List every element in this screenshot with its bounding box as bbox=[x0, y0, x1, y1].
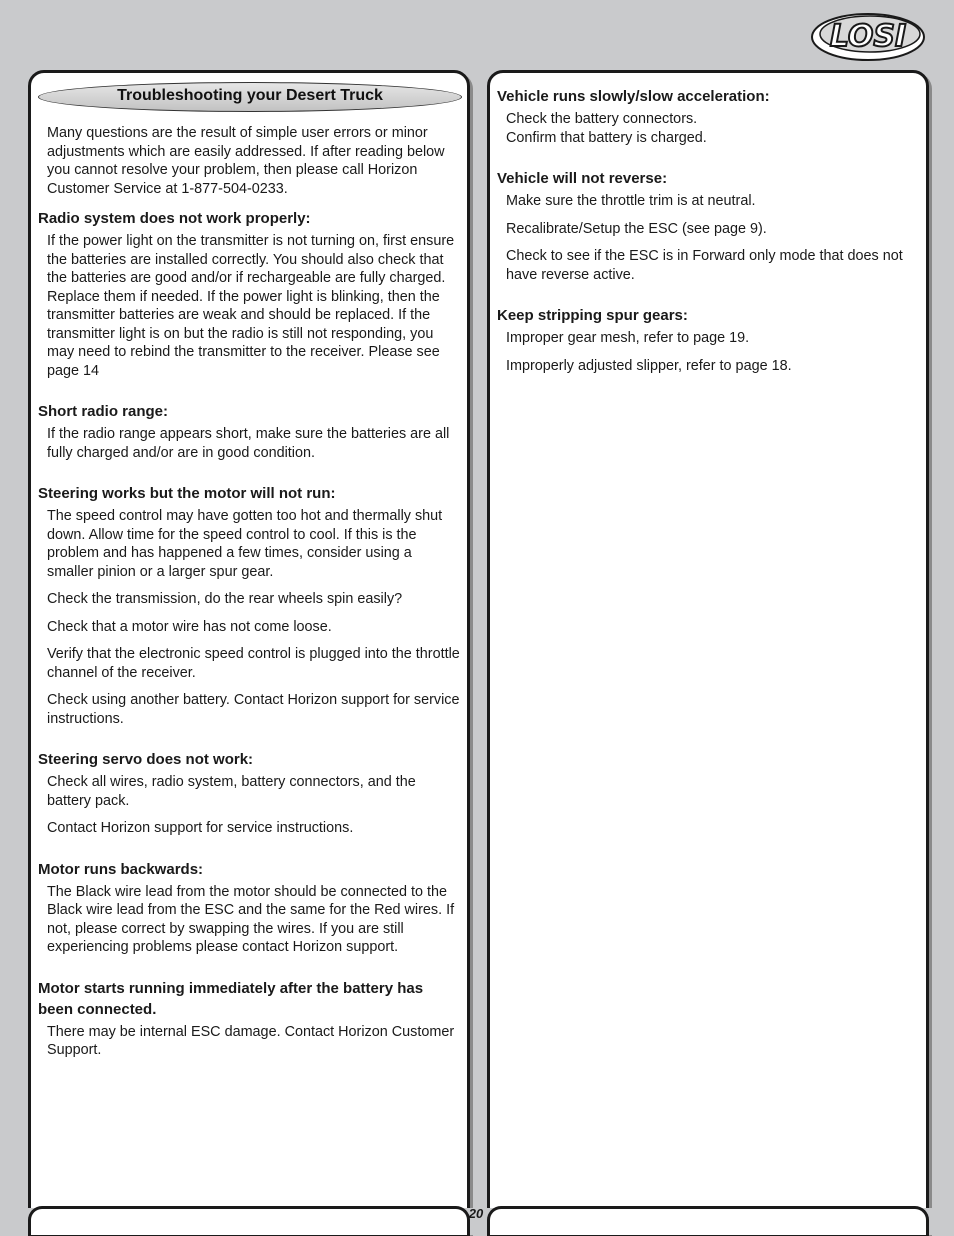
svg-text:LOSI: LOSI bbox=[829, 19, 907, 54]
section-paragraph: Confirm that battery is charged. bbox=[506, 129, 707, 146]
section-heading: Steering works but the motor will not run: bbox=[38, 485, 336, 502]
intro-text: Many questions are the result of simple user errors or minor adjustments which are easily addressed. If after reading below you cannot resolve your problem, then please call Horizon Customer Service at 1-877-504-0233. bbox=[47, 125, 445, 197]
section-paragraph: Check to see if the ESC is in Forward only mode that does not have reverse active. bbox=[506, 248, 903, 283]
right-panel-foot bbox=[487, 1206, 929, 1235]
section-heading: Keep stripping spur gears: bbox=[497, 307, 688, 324]
section-heading: Short radio range: bbox=[38, 403, 169, 420]
troubleshooting-section bbox=[497, 86, 912, 147]
section-paragraph: If the radio range appears short, make sure the batteries are all fully charged and/or are in good condition. bbox=[47, 426, 450, 461]
troubleshooting-section bbox=[38, 208, 460, 380]
section-paragraph: If the power light on the transmitter is not turning on, first ensure the batteries are installed correctly. You should also check that the batteries are good and/or if rechargeable are fully charged. Replace them if needed. If the power light is blinking, then the transmitter batteries are weak and should be replaced. If the transmitter light is on but the radio is still not responding, you may need to rebind the transmitter to the receiver. Please see page 14 bbox=[47, 233, 455, 379]
section-heading: Vehicle will not reverse: bbox=[497, 170, 668, 187]
right-column bbox=[497, 86, 912, 384]
section-paragraph: Make sure the throttle trim is at neutral. bbox=[506, 193, 756, 209]
section-paragraph: The speed control may have gotten too hot and thermally shut down. Allow time for the speed control to cool. If this is the problem and has happened a few times, consider using a smaller pinion or a larger spur gear. bbox=[47, 508, 443, 580]
left-panel-foot bbox=[28, 1206, 470, 1235]
section-heading: Radio system does not work properly: bbox=[38, 210, 311, 227]
section-heading: Motor runs backwards: bbox=[38, 860, 204, 878]
section-paragraph: Improper gear mesh, refer to page 19. bbox=[506, 330, 750, 346]
section-paragraph: The Black wire lead from the motor should be connected to the Black wire lead from the ESC and the same for the Red wires. If not, please correct by swapping the wires. If you are still experiencing problems please contact Horizon support. bbox=[47, 883, 455, 955]
section-paragraph: Contact Horizon support for service instructions. bbox=[47, 820, 354, 836]
left-column bbox=[38, 124, 460, 1069]
section-heading: Vehicle runs slowly/slow acceleration: bbox=[497, 88, 770, 105]
page-number: 20 bbox=[468, 1206, 484, 1221]
troubleshooting-section bbox=[38, 966, 460, 1060]
section-paragraph: Check the transmission, do the rear wheels spin easily? bbox=[47, 591, 403, 607]
section-paragraph: There may be internal ESC damage. Contact Horizon Customer Support. bbox=[47, 1023, 455, 1058]
section-paragraph: Check using another battery. Contact Horizon support for service instructions. bbox=[47, 692, 460, 727]
section-paragraph: Check that a motor wire has not come loose. bbox=[47, 618, 332, 635]
troubleshooting-section bbox=[38, 471, 460, 728]
section-heading: Motor starts running immediately after the battery has been connected. bbox=[38, 979, 424, 1018]
section-heading: Steering servo does not work: bbox=[38, 751, 254, 768]
losi-logo bbox=[808, 10, 926, 62]
section-paragraph: Recalibrate/Setup the ESC (see page 9). bbox=[506, 220, 767, 237]
right-sections bbox=[497, 86, 912, 375]
troubleshooting-section bbox=[38, 847, 460, 957]
page-title: Troubleshooting your Desert Truck bbox=[117, 87, 383, 104]
section-paragraph: Check all wires, radio system, battery connectors, and the battery pack. bbox=[47, 774, 416, 809]
troubleshooting-section bbox=[38, 737, 460, 838]
troubleshooting-section bbox=[497, 293, 912, 375]
section-paragraph: Improperly adjusted slipper, refer to page 18. bbox=[506, 357, 792, 374]
section-paragraph: Verify that the electronic speed control is plugged into the throttle channel of the receiver. bbox=[47, 646, 460, 681]
troubleshooting-section bbox=[38, 389, 460, 462]
left-sections bbox=[38, 208, 460, 1060]
troubleshooting-section bbox=[497, 156, 912, 284]
section-paragraph: Check the battery connectors. bbox=[506, 111, 698, 127]
